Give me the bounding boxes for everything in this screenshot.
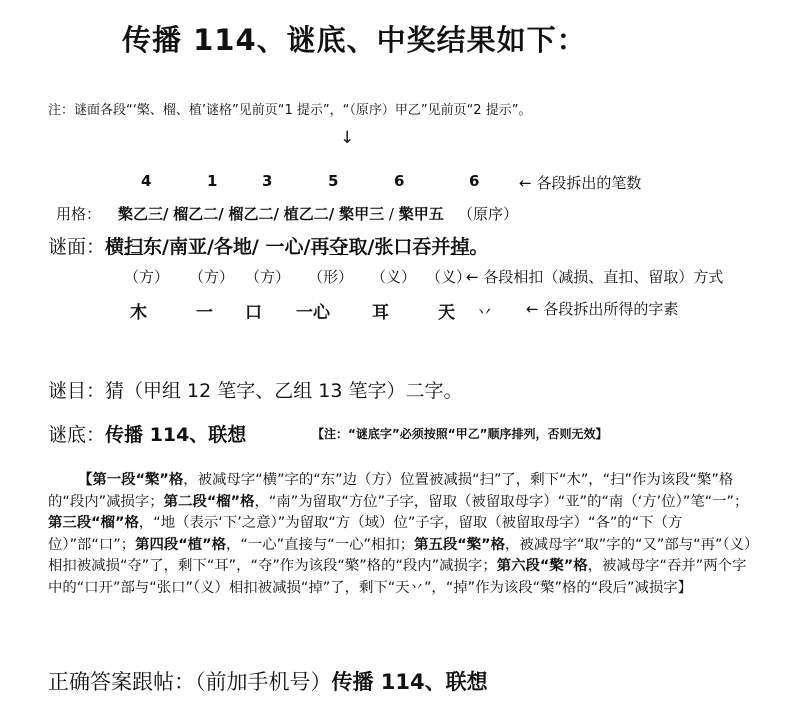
stroke-hint: ← 各段拆出的笔数: [519, 174, 642, 192]
method-tag: （形）: [308, 268, 354, 286]
explanation-segment-heading: 第五段“檠”格: [414, 536, 505, 553]
stroke-count: 6: [394, 172, 405, 190]
result-char: 耳: [372, 303, 389, 323]
format-suffix: （原序）: [458, 205, 519, 223]
note-text: 注：谜面各段“‘檠、榴、植’谜格”见前页“1 提示”，“（原序）甲乙”见前页“2 提示”。: [48, 103, 532, 118]
face-part-underlined: 掉: [450, 236, 470, 258]
explanation-segment-heading: 第六段“檠”格: [496, 558, 588, 574]
stroke-count: 3: [262, 172, 273, 190]
face-part-underlined: 夺: [329, 236, 349, 258]
face-part: 取/张口吞并: [348, 236, 451, 258]
result-char: 木: [130, 303, 147, 323]
explanation-segment: ，被减母字“横”字的“东”边（方）位置被减损“扫”了，剩下“木”，“扫”作为该段“檠”格的“段内”减损字；: [48, 472, 734, 510]
stroke-count: 5: [328, 172, 339, 190]
page-title: 传播 114、谜底、中奖结果如下：: [122, 23, 587, 57]
explanation-segment-heading: 第二段“榴”格: [163, 493, 255, 510]
format-item: 榴乙二/: [173, 205, 224, 223]
down-arrow-icon: ↓: [340, 128, 355, 148]
explanation-segment: ，“地（表示‘下’之意）”为留取“方（域）位”子字，留取（被留取母字）“各”的“下（方位）”部“口”；: [48, 515, 683, 553]
format-item: 榴乙二/: [228, 205, 280, 223]
riddle-face: [48, 232, 488, 259]
format-item: 檠甲五: [398, 205, 444, 223]
stroke-count: 6: [469, 172, 480, 190]
explanation-segment-heading: 第三段“榴”格: [48, 515, 139, 531]
method-tag: （方）: [124, 268, 170, 286]
footer-label: 正确答案跟帖：（前加手机号）: [48, 670, 332, 694]
face-part: 东/南亚/各地/ 一心/再: [143, 236, 330, 258]
explanation-segment: ，被减母字“取”字的“又”部与“再”（义）相扣被减损“夺”了，剩下“耳”，“夺”作为该段“檠”格的“段内”减损字；: [48, 536, 752, 574]
result-char: 天: [438, 303, 455, 323]
format-item: 檠甲三: [339, 205, 385, 223]
puzzle-target: 谜目：猜（甲组 12 笔字、乙组 13 笔字）二字。: [48, 380, 463, 402]
face-part: 横: [105, 236, 125, 258]
answer-label: 谜底：: [48, 424, 106, 446]
footer-value: 传播 114、联想: [331, 670, 488, 694]
answer-line: [48, 420, 246, 447]
explanation-paragraph: [48, 470, 758, 599]
method-tag: （方）: [189, 268, 235, 286]
format-row: [118, 203, 518, 224]
explanation-segment-heading: 第四段“植”格: [135, 536, 226, 553]
method-tag: （义）: [426, 268, 472, 286]
result-hint: ← 各段拆出所得的字素: [526, 300, 679, 318]
face-part-underlined: 扫: [124, 236, 144, 258]
format-label: 用格：: [56, 205, 102, 223]
result-char: 一心: [296, 303, 330, 323]
methods-hint: ← 各段相扣（减损、直扣、留取）方式: [466, 268, 724, 286]
format-item: /: [388, 205, 394, 223]
explanation-segment: ，被减母字“吞并”两个字中的“口开”部与“张口”（义）相扣被减损“掉”了，剩下“天丷”，“掉”作为该段“檠”格的“段后”减损字】: [48, 558, 747, 596]
answer-note: 【注：“谜底字”必须按照“甲乙”顺序排列，否则无效】: [312, 427, 608, 441]
method-tag: （义）: [371, 268, 417, 286]
stroke-count: 1: [207, 172, 218, 190]
face-label: 谜面：: [48, 236, 106, 258]
result-char: 口: [245, 303, 262, 323]
method-tag: （方）: [245, 268, 291, 286]
face-part: 。: [469, 236, 489, 258]
format-item: 植乙二/: [283, 205, 335, 223]
explanation-segment: ，“南”为留取“方位”子字，留取（被留取母字）“亚”的“南（‘方’位）”笔“一”；: [254, 493, 749, 510]
answer-value: 传播 114、联想: [105, 424, 247, 446]
explanation-segment: ，“一心”直接与“一心”相扣；: [226, 536, 415, 553]
result-char: 一: [196, 303, 213, 323]
reply-instruction: [48, 666, 488, 696]
result-char: 丷: [476, 303, 493, 323]
stroke-count: 4: [141, 172, 152, 190]
format-item: 檠乙三/: [118, 205, 169, 223]
explanation-segment-heading: 【第一段“檠”格: [78, 472, 184, 488]
